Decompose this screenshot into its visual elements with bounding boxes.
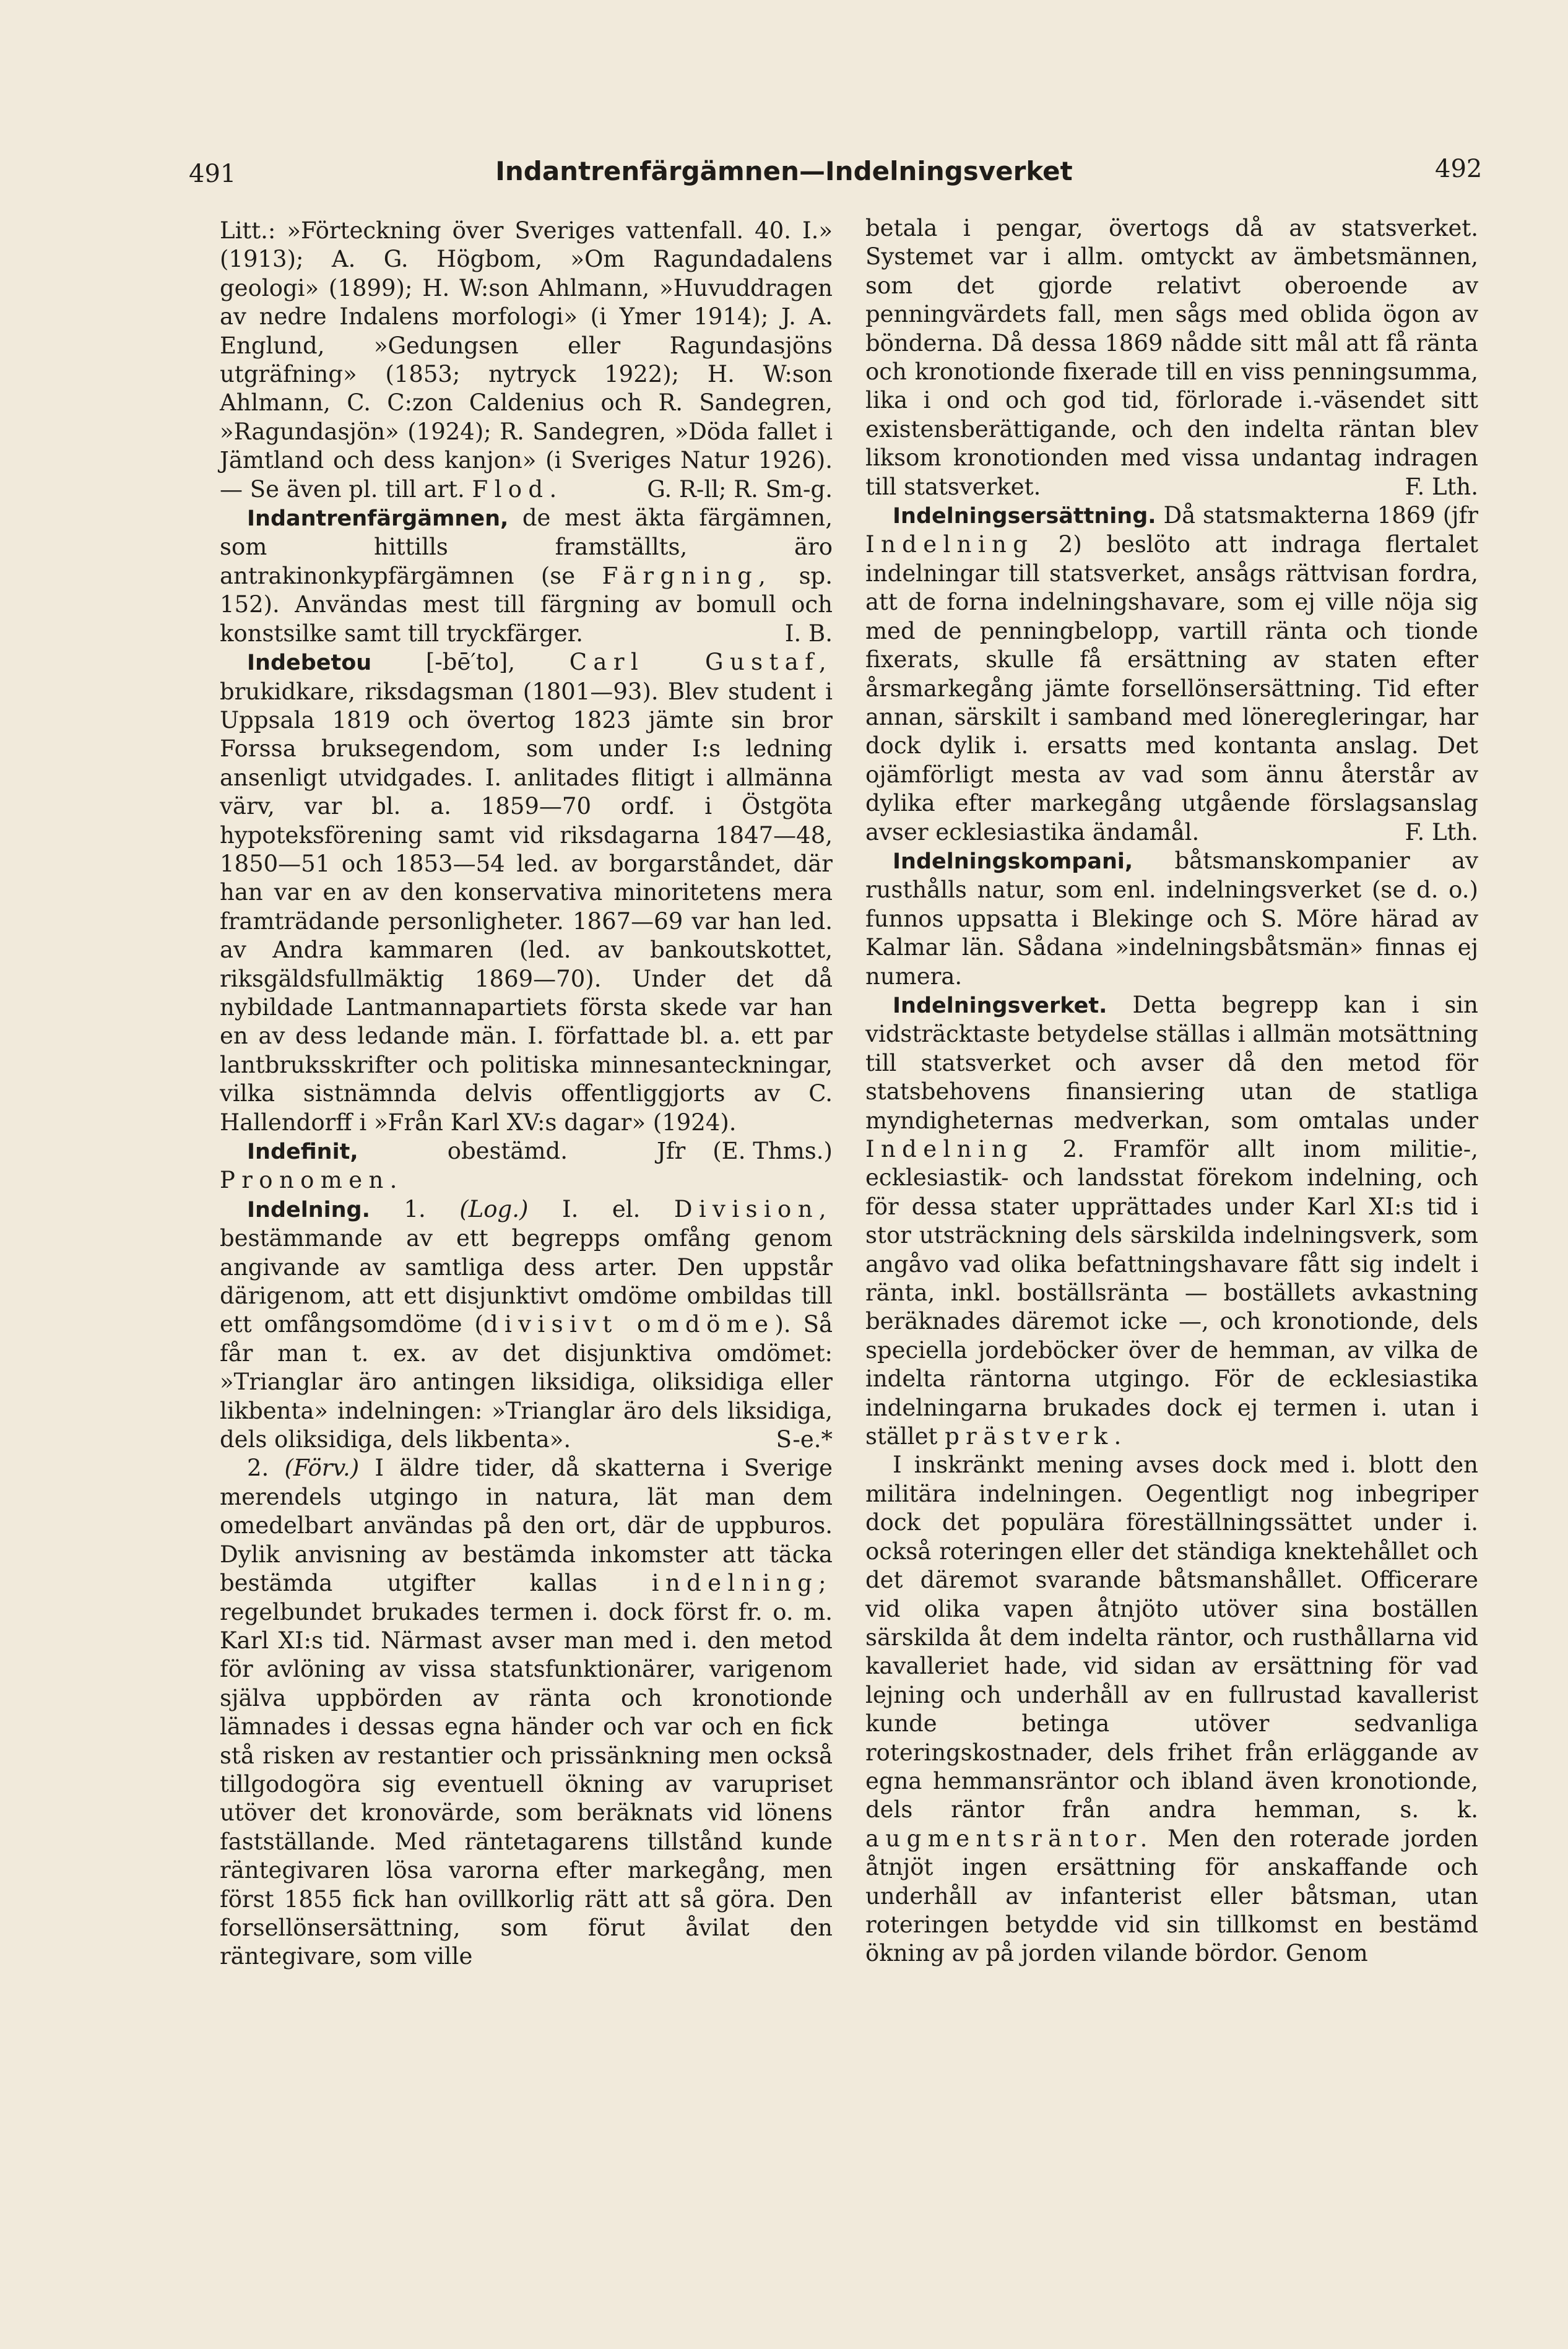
entry-indelningsverket	[865, 991, 1478, 1451]
indeb-pron: [-bē′to],	[425, 649, 516, 676]
indan-text-1: de mest äkta färgämnen, som hittills framställts, äro antrakinonkypfärgämnen (se	[220, 504, 833, 589]
indan-text-2: sp. 152). Användas mest till färgning av bomull och konstsilke samt till tryckfärger.	[220, 562, 833, 647]
litt-text: Litt.: »Förteckning över Sveriges vattenfall. 40. I.» (1913); A. G. Högbom, »Om Ragundadalens geologi» (1899); H. W:son Ahlmann, »Huvuddragen av nedre Indalens morfologi» (i Ymer 1914); J. A. Englund, »Gedungsen eller Ragundasjöns utgräfning» (1853; nytryck 1922); H. W:son Ahlmann, C. C:zon Caldenius och R. Sandegren, »Ragundasjön» (1924); R. Sandegren, »Döda fallet i Jämtland och dess kanjon» (i Sveriges Natur 1926). — Se även pl. till art.	[220, 217, 833, 503]
headword-indefinit: Indefinit,	[247, 1140, 358, 1164]
headword-indantrenfargamnen: Indantrenfärgämnen,	[247, 506, 509, 532]
p2-number: 2.	[247, 1455, 269, 1482]
ind-number-1: 1.	[404, 1195, 426, 1222]
ie-signature: F. Lth.	[1405, 818, 1478, 846]
ind-log: (Log.)	[459, 1195, 529, 1222]
ind-division: Division,	[674, 1195, 833, 1222]
p2-text-2: regelbundet brukades termen i. dock först fr. o. m. Karl XI:s tid. Närmast avser man med i. den metod för avlöning av vissa statsfunktionärer, varigenom själva uppbörden av ränta och kronotionde lämnades i dessas egna händer och var och en fick stå risken av restantier och prissänkning men också tillgodogöra sig eventuell ökning av varupriset utöver det kronovärde, som beräknats vid lönens fastställande. Med räntetagarens tillstånd kunde räntegivaren lösa varorna efter markegång, men först 1855 fick han ovillkorlig rätt att så göra. Den forsellönsersättning, som förut åvilat den räntegivare, som ville	[220, 1598, 833, 1970]
r1-signature: F. Lth.	[1405, 473, 1478, 500]
running-title: Indantrenfärgämnen—Indelningsverket	[495, 156, 1073, 186]
indef-ref: Pronomen.	[220, 1167, 404, 1194]
r1-text: betala i pengar, övertogs då av statsverket. Systemet var i allm. omtyckt av ämbetsmännen, som det gjorde relativt oberoende av penningvärdets fall, men sågs med oblida ögon av bönderna. Då dessa 1869 nådde sitt mål att få ränta och kronotionde fixerade till en viss penningsumma, lika i ond och god tid, förlorade i.-väsendet sitt existensberättigande, och den indelta räntan blev liksom kronotionden med vissa undantag indragen till statsverket.	[865, 215, 1478, 500]
page-number-right: 492	[1435, 155, 1483, 183]
entry-indantrenfargamnen	[220, 504, 833, 648]
iv-text-1: Detta begrepp kan i sin vidsträcktaste betydelse ställas i allmän motsättning till statsverket och avser då den metod för statsbehovens finansiering utan de statliga myndigheternas medverkan, som omtalas under	[865, 991, 1479, 1134]
entry-litt	[220, 217, 833, 504]
ind-divisivt: divisivt omdöme	[483, 1311, 775, 1338]
headword-indelning: Indelning.	[247, 1197, 370, 1222]
ie-text-2: 2) beslöto att indraga flertalet indelningar till statsverket, ansågs rättvisan fordra, att de forna indelningshavare, som ej ville nöja sig med de penningbelopp, vartill ränta och tionde fixerats, skulle få ersättning av staten efter årsmarkegång jämte forsellönsersättning. Tid efter annan, särskilt i samband med löneregleringar, har dock dylik i. ersatts med kontanta anslag. Det ojämförligt mesta av vad som ännu återstår av dylika efter markegång utgående förslagsanslag avser ecklesiastika ändamål.	[865, 531, 1478, 846]
iv-ref-prastverk: prästverk.	[945, 1423, 1128, 1450]
ie-text-1: Då statsmakterna 1869 (jfr	[1163, 502, 1478, 529]
ind-signature: S-e.*	[776, 1426, 833, 1453]
p2-forv: (Förv.)	[284, 1455, 360, 1482]
ind-text-3: ). Så får man t. ex. av det disjunktiva omdömet: »Trianglar äro antingen liksidiga, oliksidiga eller likbenta» indelningen: »Trianglar äro dels liksidiga, dels oliksidiga, dels likbenta».	[220, 1311, 833, 1453]
entry-indelningsverket-2	[865, 1451, 1478, 1968]
p2-ref: indelning;	[651, 1570, 833, 1597]
p2-text-1: I äldre tider, då skatterna i Sverige merendels utgingo in natura, lät man dem omedelbart användas på den ort, där de uppburos. Dylik anvisning av bestämda inkomster att täcka bestämda utgifter kallas	[220, 1455, 833, 1597]
iv2-ref: augmentsräntor.	[865, 1825, 1154, 1852]
indan-ref: Färgning,	[602, 562, 773, 589]
indeb-signature: (E. Thms.)	[713, 1138, 833, 1164]
indeb-name: Carl Gustaf,	[569, 649, 833, 676]
litt-signature: G. R-ll; R. Sm-g.	[647, 475, 833, 503]
entry-indelning-2	[220, 1454, 833, 1971]
iv2-text-2: Men den roterade jorden åtnjöt ingen ersättning för anskaffande och underhåll av infanterist eller båtsman, utan roteringen betydde vid sin tillkomst en bestämd ökning av på jorden vilande bördor. Genom	[865, 1825, 1478, 1967]
ind-text-2: bestämmande av ett begrepps omfång genom angivande av samtliga dess arter. Den uppstår därigenom, att ett disjunktivt omdöme ombildas till ett omfångsomdöme (	[220, 1225, 833, 1338]
headword-indelningskompani: Indelningskompani,	[893, 849, 1133, 874]
ind-text-1: I. el.	[561, 1195, 641, 1222]
headword-indebetou: Indebetou	[247, 651, 372, 676]
entry-indelningsersattning	[865, 501, 1478, 847]
indeb-text: brukidkare, riksdagsman (1801—93). Blev student i Uppsala 1819 och övertog 1823 jämte sin bror Forssa bruksegendom, som under I:s ledning ansenligt utvidgades. I. anlitades flitigt i allmänna värv, var bl. a. 1859—70 ordf. i Östgöta hypoteksförening samt vid riksdagarna 1847—48, 1850—51 och 1853—54 led. av borgarståndet, där han var en av den konservativa minoritetens mera framträdande personligheter. 1867—69 var han led. av Andra kammaren (led. av bankoutskottet, riksgäldsfullmäktig 1869—70). Under det då nybildade Lantmannapartiets första skede var han en av dess ledande män. I. författade bl. a. ett par lantbruksskrifter och politiska minnesanteckningar, vilka sistnämnda delvis offentliggjorts av C. Hallendorff i »Från Karl XV:s dagar» (1924).	[220, 678, 833, 1136]
indan-signature: I. B.	[784, 620, 833, 647]
entry-indelningskompani	[865, 847, 1478, 991]
ik-text: båtsmanskompanier av rusthålls natur, som enl. indelningsverket (se d. o.) funnos uppsatta i Blekinge och S. Möre härad av Kalmar län. Sådana »indelningsbåtsmän» finnas ej numera.	[865, 847, 1479, 990]
litt-ref: Flod.	[472, 475, 563, 503]
page-number-left: 491	[189, 160, 236, 188]
entry-continued	[865, 214, 1478, 501]
left-column	[220, 217, 833, 1971]
entry-indelning	[220, 1195, 833, 1455]
iv-ref: Indelning	[865, 1136, 1034, 1162]
iv2-text-1: I inskränkt mening avses dock med i. blott den militära indelningen. Oegentligt nog inbegriper dock det populära föreställningssättet under i. också roteringen eller det ständiga knektehållet och det däremot svarande båtsmanshållet. Officerare vid olika vapen åtnjöto utöver sina boställen särskilda åt dem indelta räntor, och rusthållarna vid kavalleriet hade, vid sidan av ersättning för vad lejning och underhåll av en fullrustad kavallerist kunde betinga utöver sedvanliga roteringskostnader, dels frihet från erläggande av egna hemmansräntor och ibland även kronotionde, dels räntor från andra hemman, s. k.	[865, 1451, 1478, 1823]
ie-ref: Indelning	[865, 531, 1034, 558]
indef-text: obestämd. Jfr	[447, 1138, 686, 1164]
right-column	[865, 214, 1478, 1968]
headword-indelningsverket: Indelningsverket.	[893, 993, 1107, 1018]
iv-text-2: 2. Framför allt inom militie-, ecklesiastik- och landsstat förekom indelning, och för dessa stater upprättades under Karl XI:s tid i stor utsträckning dels särskilda indelningsverk, som angåvo vad olika befattningshavare fått sig indelt i ränta, inkl. boställsränta — boställets avkastning beräknades däremot icke —, och kronotionde, dels speciella jordeböcker över de hemman, av vilka de indelta räntorna utgingo. För de ecklesiastika indelningarna brukades dock ej termen i. utan i stället	[865, 1136, 1479, 1450]
headword-indelningsersattning: Indelningsersättning.	[893, 504, 1156, 529]
